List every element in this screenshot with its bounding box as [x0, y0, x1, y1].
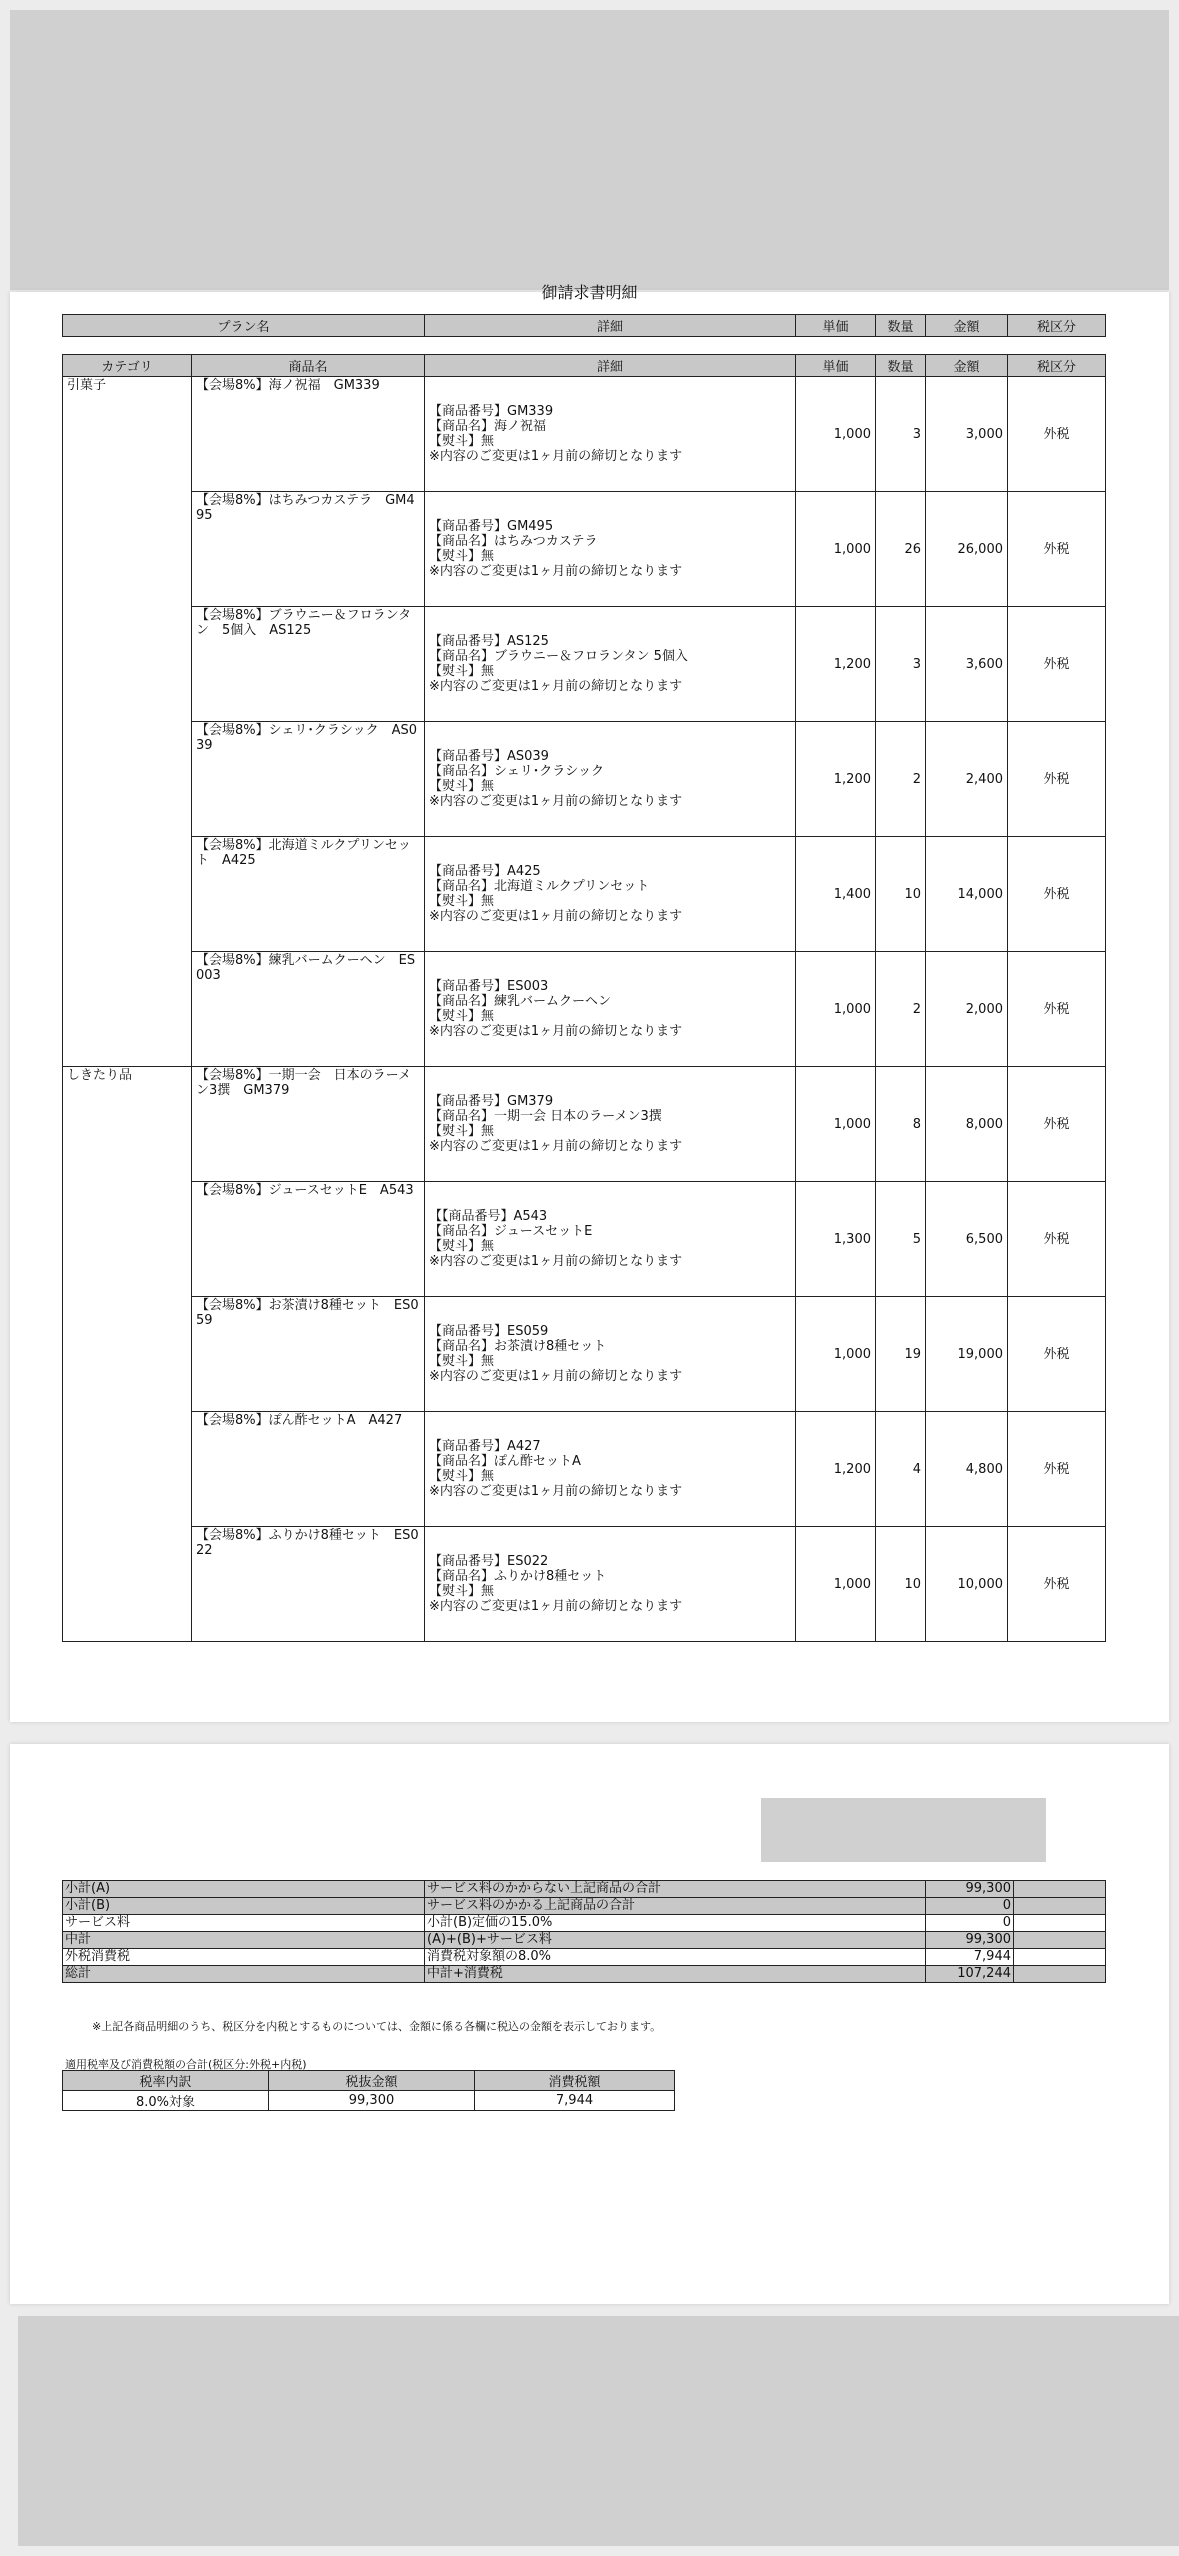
- summary-label: 外税消費税: [63, 1949, 425, 1966]
- unit-price: 1,000: [796, 952, 876, 1067]
- unit-price: 1,000: [796, 1067, 876, 1182]
- redacted-stamp-area: [761, 1798, 1046, 1862]
- unit-price: 1,400: [796, 837, 876, 952]
- summary-value: 107,244: [926, 1966, 1014, 1983]
- col-tax: 税区分: [1008, 355, 1106, 377]
- quantity: 26: [876, 492, 926, 607]
- tax-type: 外税: [1008, 492, 1106, 607]
- detail-line: 【商品番号】ES003: [429, 979, 549, 994]
- tax-type: 外税: [1008, 722, 1106, 837]
- detail-line: 【商品番号】ES059: [429, 1324, 549, 1339]
- col-qty: 数量: [876, 355, 926, 377]
- rate-row: [63, 2091, 675, 2111]
- summary-value: 0: [926, 1898, 1014, 1915]
- detail-line: 【熨斗】無: [429, 1584, 495, 1599]
- product-name: 【会場8%】練乳バームクーヘン ES003: [192, 952, 425, 1067]
- summary-desc: 消費税対象額の8.0%: [425, 1949, 926, 1966]
- tax-type: 外税: [1008, 1527, 1106, 1642]
- summary-row: [63, 1898, 1106, 1915]
- product-name: 【会場8%】北海道ミルクプリンセット A425: [192, 837, 425, 952]
- detail-line: 【熨斗】無: [429, 1124, 495, 1139]
- col-detail: 詳細: [425, 355, 796, 377]
- detail-line: 【商品名】シェリ･クラシック: [429, 764, 604, 779]
- amount: 2,000: [926, 952, 1008, 1067]
- summary-value: 0: [926, 1915, 1014, 1932]
- unit-price: 1,300: [796, 1182, 876, 1297]
- detail-line: 【【商品番号】A543: [429, 1209, 548, 1224]
- detail-line: 【熨斗】無: [429, 1354, 495, 1369]
- rate-col-breakdown: 税率内訳: [63, 2071, 269, 2091]
- table-row: [63, 1527, 1106, 1642]
- product-detail: [425, 1527, 796, 1642]
- tax-type: 外税: [1008, 1297, 1106, 1412]
- detail-line: 【熨斗】無: [429, 1009, 495, 1024]
- tax-type: 外税: [1008, 837, 1106, 952]
- quantity: 3: [876, 607, 926, 722]
- tax-type: 外税: [1008, 1412, 1106, 1527]
- summary-row: [63, 1966, 1106, 1983]
- summary-row: [63, 1881, 1106, 1898]
- detail-line: 【商品名】海ノ祝福: [429, 419, 547, 434]
- detail-line: 【商品番号】A427: [429, 1439, 541, 1454]
- detail-line: 【熨斗】無: [429, 434, 495, 449]
- detail-line: 【商品番号】AS039: [429, 749, 549, 764]
- table-row: [63, 1067, 1106, 1182]
- tax-note: ※上記各商品明細のうち、税区分を内税とするものについては、金額に係る各欄に税込の金額を表示しております。: [92, 2020, 662, 2033]
- col-product: 商品名: [192, 355, 425, 377]
- rate-excl-value: 99,300: [269, 2091, 475, 2111]
- tax-type: 外税: [1008, 1182, 1106, 1297]
- table-row: [63, 1412, 1106, 1527]
- summary-value: 99,300: [926, 1932, 1014, 1949]
- unit-price: 1,000: [796, 492, 876, 607]
- unit-price: 1,200: [796, 1412, 876, 1527]
- detail-line: 【商品番号】AS125: [429, 634, 549, 649]
- detail-line: ※内容のご変更は1ヶ月前の締切となります: [429, 909, 683, 924]
- amount: 4,800: [926, 1412, 1008, 1527]
- rate-tax-value: 7,944: [475, 2091, 675, 2111]
- amount: 10,000: [926, 1527, 1008, 1642]
- table-row: [63, 377, 1106, 492]
- product-detail: [425, 607, 796, 722]
- product-detail: [425, 952, 796, 1067]
- invoice-detail-page: [10, 283, 1169, 1722]
- detail-line: 【商品名】ぽん酢セットA: [429, 1454, 581, 1469]
- product-name: 【会場8%】ジュースセットE A543: [192, 1182, 425, 1297]
- product-detail: [425, 492, 796, 607]
- product-detail: [425, 1297, 796, 1412]
- summary-desc: サービス料のかかる上記商品の合計: [425, 1898, 926, 1915]
- detail-line: 【熨斗】無: [429, 779, 495, 794]
- summary-empty: [1014, 1898, 1106, 1915]
- product-detail: [425, 1412, 796, 1527]
- product-name: 【会場8%】ぽん酢セットA A427: [192, 1412, 425, 1527]
- detail-line: 【熨斗】無: [429, 1469, 495, 1484]
- summary-value: 7,944: [926, 1949, 1014, 1966]
- page-title: 御請求書明細: [541, 283, 638, 302]
- detail-line: ※内容のご変更は1ヶ月前の締切となります: [429, 1484, 683, 1499]
- detail-line: ※内容のご変更は1ヶ月前の締切となります: [429, 679, 683, 694]
- detail-line: ※内容のご変更は1ヶ月前の締切となります: [429, 1024, 683, 1039]
- summary-desc: (A)+(B)+サービス料: [425, 1932, 926, 1949]
- product-name: 【会場8%】一期一会 日本のラーメン3撰 GM379: [192, 1067, 425, 1182]
- detail-line: ※内容のご変更は1ヶ月前の締切となります: [429, 564, 683, 579]
- product-name: 【会場8%】シェリ･クラシック AS039: [192, 722, 425, 837]
- table-row: [63, 492, 1106, 607]
- detail-line: ※内容のご変更は1ヶ月前の締切となります: [429, 1139, 683, 1154]
- detail-line: 【商品名】北海道ミルクプリンセット: [429, 879, 650, 894]
- detail-line: 【商品番号】GM379: [429, 1094, 554, 1109]
- detail-line: ※内容のご変更は1ヶ月前の締切となります: [429, 794, 683, 809]
- amount: 3,600: [926, 607, 1008, 722]
- rate-col-excl: 税抜金額: [269, 2071, 475, 2091]
- detail-line: 【熨斗】無: [429, 549, 495, 564]
- quantity: 2: [876, 952, 926, 1067]
- items-table: [62, 354, 1106, 1642]
- detail-line: 【熨斗】無: [429, 664, 495, 679]
- detail-line: 【商品番号】A425: [429, 864, 541, 879]
- product-detail: [425, 1182, 796, 1297]
- amount: 26,000: [926, 492, 1008, 607]
- unit-price: 1,000: [796, 1527, 876, 1642]
- detail-line: 【熨斗】無: [429, 894, 495, 909]
- product-detail: [425, 837, 796, 952]
- category-cell: しきたり品: [63, 1067, 192, 1642]
- quantity: 10: [876, 1527, 926, 1642]
- tax-type: 外税: [1008, 952, 1106, 1067]
- summary-empty: [1014, 1966, 1106, 1983]
- summary-table: [62, 1880, 1106, 1983]
- summary-label: サービス料: [63, 1915, 425, 1932]
- col-plan-tax: 税区分: [1008, 315, 1106, 337]
- table-row: [63, 1297, 1106, 1412]
- detail-line: 【商品番号】GM339: [429, 404, 554, 419]
- summary-page: [10, 1744, 1169, 2304]
- col-amount: 金額: [926, 355, 1008, 377]
- table-row: [63, 837, 1106, 952]
- unit-price: 1,200: [796, 722, 876, 837]
- col-plan-name: プラン名: [63, 315, 425, 337]
- quantity: 2: [876, 722, 926, 837]
- summary-label: 中計: [63, 1932, 425, 1949]
- table-row: [63, 607, 1106, 722]
- plan-header-table: [62, 314, 1106, 337]
- category-cell: 引菓子: [63, 377, 192, 1067]
- quantity: 4: [876, 1412, 926, 1527]
- summary-row: [63, 1915, 1106, 1932]
- detail-line: ※内容のご変更は1ヶ月前の締切となります: [429, 1599, 683, 1614]
- amount: 8,000: [926, 1067, 1008, 1182]
- summary-row: [63, 1932, 1106, 1949]
- quantity: 3: [876, 377, 926, 492]
- tax-type: 外税: [1008, 377, 1106, 492]
- amount: 6,500: [926, 1182, 1008, 1297]
- product-detail: [425, 1067, 796, 1182]
- product-name: 【会場8%】お茶漬け8種セット ES059: [192, 1297, 425, 1412]
- summary-empty: [1014, 1915, 1106, 1932]
- table-row: [63, 952, 1106, 1067]
- product-name: 【会場8%】ふりかけ8種セット ES022: [192, 1527, 425, 1642]
- product-detail: [425, 722, 796, 837]
- summary-desc: サービス料のかからない上記商品の合計: [425, 1881, 926, 1898]
- summary-empty: [1014, 1949, 1106, 1966]
- summary-row: [63, 1949, 1106, 1966]
- unit-price: 1,000: [796, 1297, 876, 1412]
- rate-title: 適用税率及び消費税額の合計(税区分:外税+内税): [65, 2058, 307, 2071]
- detail-line: ※内容のご変更は1ヶ月前の締切となります: [429, 1369, 683, 1384]
- summary-value: 99,300: [926, 1881, 1014, 1898]
- redacted-bottom-area: [18, 2316, 1179, 2546]
- summary-empty: [1014, 1881, 1106, 1898]
- detail-line: 【商品名】お茶漬け8種セット: [429, 1339, 607, 1354]
- detail-line: 【商品番号】GM495: [429, 519, 554, 534]
- detail-line: 【商品名】ふりかけ8種セット: [429, 1569, 607, 1584]
- detail-line: 【商品名】練乳バームクーヘン: [429, 994, 612, 1009]
- detail-line: 【熨斗】無: [429, 1239, 495, 1254]
- detail-line: ※内容のご変更は1ヶ月前の締切となります: [429, 449, 683, 464]
- summary-label: 小計(B): [63, 1898, 425, 1915]
- col-plan-amount: 金額: [926, 315, 1008, 337]
- col-category: カテゴリ: [63, 355, 192, 377]
- unit-price: 1,000: [796, 377, 876, 492]
- col-unit: 単価: [796, 355, 876, 377]
- amount: 3,000: [926, 377, 1008, 492]
- quantity: 5: [876, 1182, 926, 1297]
- col-plan-qty: 数量: [876, 315, 926, 337]
- detail-line: ※内容のご変更は1ヶ月前の締切となります: [429, 1254, 683, 1269]
- detail-line: 【商品名】はちみつカステラ: [429, 534, 598, 549]
- col-plan-unit: 単価: [796, 315, 876, 337]
- rate-breakdown-value: 8.0%対象: [63, 2091, 269, 2111]
- detail-line: 【商品名】ジュースセットE: [429, 1224, 593, 1239]
- amount: 19,000: [926, 1297, 1008, 1412]
- tax-type: 外税: [1008, 607, 1106, 722]
- summary-label: 総計: [63, 1966, 425, 1983]
- quantity: 8: [876, 1067, 926, 1182]
- product-name: 【会場8%】海ノ祝福 GM339: [192, 377, 425, 492]
- table-row: [63, 722, 1106, 837]
- summary-desc: 中計+消費税: [425, 1966, 926, 1983]
- col-plan-detail: 詳細: [425, 315, 796, 337]
- detail-line: 【商品名】ブラウニー＆フロランタン 5個入: [429, 649, 688, 664]
- quantity: 19: [876, 1297, 926, 1412]
- product-name: 【会場8%】はちみつカステラ GM495: [192, 492, 425, 607]
- amount: 2,400: [926, 722, 1008, 837]
- summary-empty: [1014, 1932, 1106, 1949]
- summary-desc: 小計(B)定価の15.0%: [425, 1915, 926, 1932]
- product-name: 【会場8%】ブラウニー＆フロランタン 5個入 AS125: [192, 607, 425, 722]
- table-row: [63, 1182, 1106, 1297]
- detail-line: 【商品名】一期一会 日本のラーメン3撰: [429, 1109, 662, 1124]
- rate-col-tax: 消費税額: [475, 2071, 675, 2091]
- product-detail: [425, 377, 796, 492]
- amount: 14,000: [926, 837, 1008, 952]
- quantity: 10: [876, 837, 926, 952]
- detail-line: 【商品番号】ES022: [429, 1554, 549, 1569]
- tax-type: 外税: [1008, 1067, 1106, 1182]
- tax-rate-table: [62, 2070, 675, 2111]
- unit-price: 1,200: [796, 607, 876, 722]
- summary-label: 小計(A): [63, 1881, 425, 1898]
